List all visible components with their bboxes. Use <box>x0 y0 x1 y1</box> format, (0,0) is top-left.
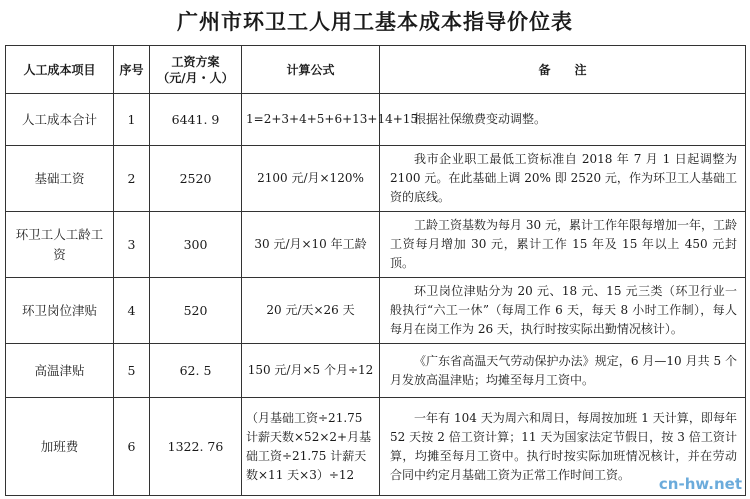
cell-note: 一年有 104 天为周六和周日，每周按加班 1 天计算，即每年 52 天按 2 倍工资计算；11 天为国家法定节假日，按 3 倍工资计算，均摊至每月工资中。执行时按实际加班情况核计，并在劳动合同中约定月基础工资为正常工作时间工资。 <box>380 398 746 496</box>
cell-formula: 2100 元/月×120% <box>242 146 380 212</box>
header-wage-line1: 工资方案 <box>171 54 220 69</box>
table-row <box>6 94 746 146</box>
table-row <box>6 344 746 398</box>
cell-note: 我市企业职工最低工资标准自 2018 年 7 月 1 日起调整为 2100 元。在此基础上调 20% 即 2520 元，作为环卫工人基础工资的底线。 <box>380 146 746 212</box>
cell-item: 环卫工人工龄工资 <box>6 212 114 278</box>
watermark-logo: cn-hw.net <box>658 475 742 493</box>
cell-seq: 2 <box>114 146 150 212</box>
cell-item: 高温津贴 <box>6 344 114 398</box>
table-row <box>6 398 746 496</box>
table-row <box>6 278 746 344</box>
header-seq: 序号 <box>114 46 150 94</box>
cell-item: 基础工资 <box>6 146 114 212</box>
cell-wage: 2520 <box>150 146 242 212</box>
cell-formula: 1=2+3+4+5+6+13+14+15 <box>242 94 380 146</box>
cell-item: 环卫岗位津贴 <box>6 278 114 344</box>
header-item: 人工成本项目 <box>6 46 114 94</box>
table-row <box>6 146 746 212</box>
cell-wage: 62. 5 <box>150 344 242 398</box>
cell-item: 人工成本合计 <box>6 94 114 146</box>
cell-formula: （月基础工资÷21.75 计薪天数×52×2+月基础工资÷21.75 计薪天数×11 天×3）÷12 <box>242 398 380 496</box>
cell-seq: 6 <box>114 398 150 496</box>
cell-item: 加班费 <box>6 398 114 496</box>
cell-note: 根据社保缴费变动调整。 <box>380 94 746 146</box>
cost-table <box>5 45 746 496</box>
cell-seq: 5 <box>114 344 150 398</box>
cell-formula: 150 元/月×5 个月÷12 <box>242 344 380 398</box>
header-wage <box>150 46 242 94</box>
cell-note: 《广东省高温天气劳动保护办法》规定，6 月—10 月共 5 个月发放高温津贴；均摊至每月工资中。 <box>380 344 746 398</box>
cell-note: 工龄工资基数为每月 30 元，累计工作年限每增加一年，工龄工资每月增加 30 元，累计工作 15 年及 15 年以上 450 元封顶。 <box>380 212 746 278</box>
cell-wage: 1322. 76 <box>150 398 242 496</box>
header-formula: 计算公式 <box>242 46 380 94</box>
header-note: 备 注 <box>380 46 746 94</box>
cell-formula: 20 元/天×26 天 <box>242 278 380 344</box>
table-header-row <box>6 46 746 94</box>
cell-wage: 6441. 9 <box>150 94 242 146</box>
cell-seq: 1 <box>114 94 150 146</box>
cell-formula: 30 元/月×10 年工龄 <box>242 212 380 278</box>
cell-wage: 300 <box>150 212 242 278</box>
header-wage-line2: （元/月・人） <box>157 70 234 85</box>
cell-seq: 3 <box>114 212 150 278</box>
table-row <box>6 212 746 278</box>
cell-seq: 4 <box>114 278 150 344</box>
cell-wage: 520 <box>150 278 242 344</box>
page-title: 广州市环卫工人用工基本成本指导价位表 <box>177 9 573 34</box>
cell-note: 环卫岗位津贴分为 20 元、18 元、15 元三类（环卫行业一般执行“六工一休”（每周工作 6 天，每天 8 小时工作制），每人每月在岗工作为 26 天，执行时按实际出勤情况核计）。 <box>380 278 746 344</box>
